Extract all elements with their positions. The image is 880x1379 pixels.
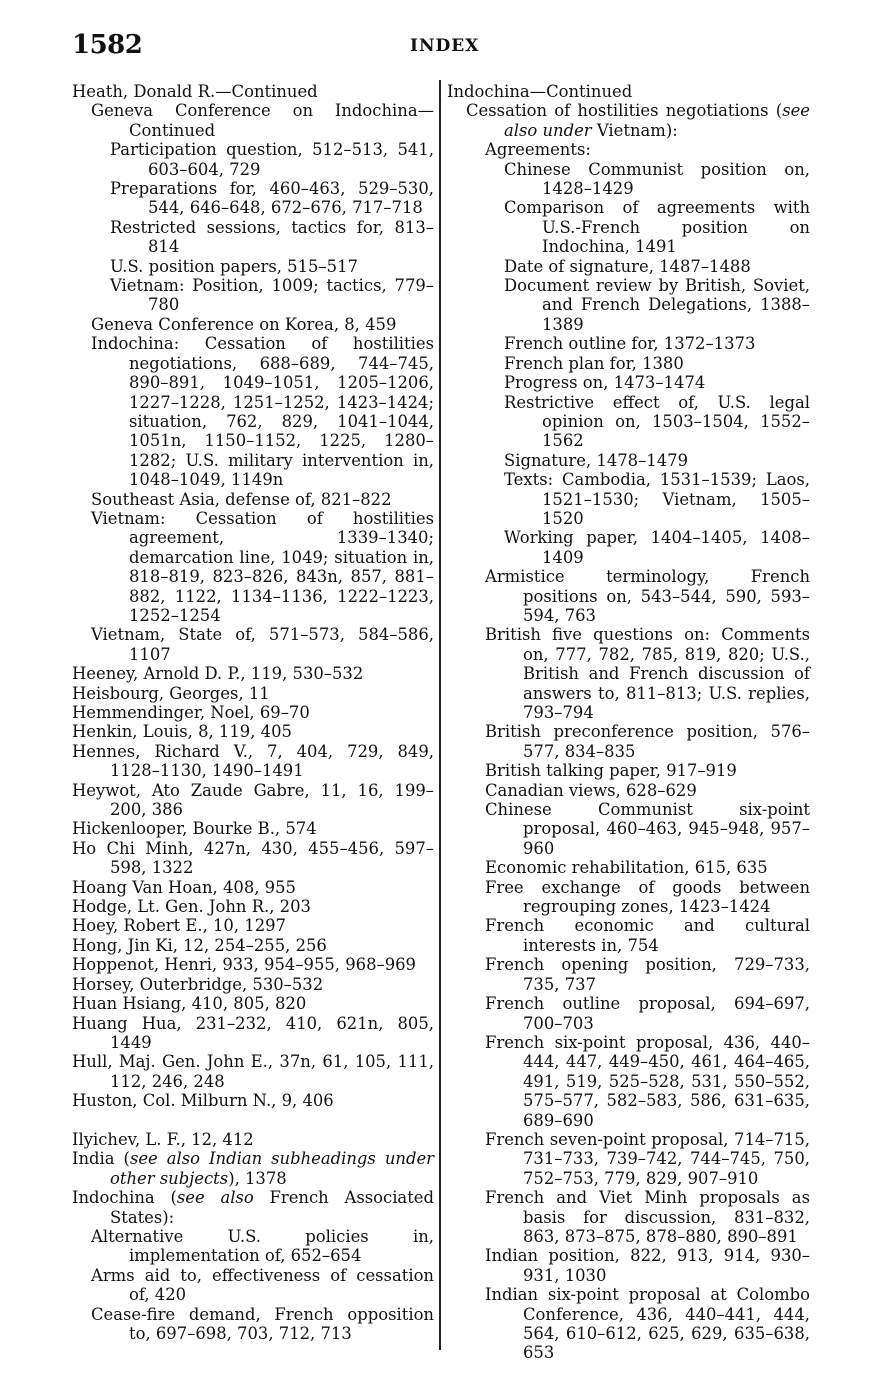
index-entry: Indian position, 822, 913, 914, 930–931, 1030: [485, 1246, 810, 1285]
index-entry: French outline proposal, 694–697, 700–703: [485, 994, 810, 1033]
index-entry: French economic and cultural interests in, 754: [485, 916, 810, 955]
index-entry: Signature, 1478–1479: [504, 450, 689, 470]
index-entry: Vietnam: Cessation of hostilities agreement, 1339–1340; demarcation line, 1049; situation in, 818–819, 823–826, 843n, 857, 881–882, 1122, 1134–1136, 1222–1223, 1252–1254: [91, 508, 434, 625]
index-entry: Comparison of agreements with U.S.-French position on Indochina, 1491: [504, 198, 810, 257]
index-entry: Henkin, Louis, 8, 119, 405: [72, 722, 292, 742]
index-entry: Southeast Asia, defense of, 821–822: [91, 489, 392, 509]
index-entry: Vietnam: Position, 1009; tactics, 779–780: [110, 276, 434, 315]
index-entry: Hong, Jin Ki, 12, 254–255, 256: [72, 935, 327, 955]
index-entry: Hemmendinger, Noel, 69–70: [72, 703, 310, 722]
index-entry: Free exchange of goods between regrouping zones, 1423–1424: [485, 877, 810, 917]
index-column-left: [72, 82, 434, 1343]
index-entry: Hoey, Robert E., 10, 1297: [72, 916, 286, 936]
index-entry: Indochina: Cessation of hostilities negotiations, 688–689, 744–745, 890–891, 1049–1051, 1205–1206, 1227–1228, 1251–1252, 1423–1424; situation, 762, 829, 1041–1044, 1051n, 1150–1152, 1225, 1280–1282; U.S. military intervention in, 1048–1049, 1149n: [91, 334, 434, 490]
index-entry: Heeney, Arnold D. P., 119, 530–532: [72, 664, 364, 684]
spacer: [72, 1111, 434, 1130]
index-entry: British five questions on: Comments on, 777, 782, 785, 819, 820; U.S., British and French discussion of answers to, 811–813; U.S. replies, 793–794: [485, 625, 810, 722]
index-entry: Huan Hsiang, 410, 805, 820: [72, 994, 307, 1014]
index-entry: French opening position, 729–733, 735, 737: [485, 955, 810, 994]
index-entry: Indian six-point proposal at Colombo Conference, 436, 440–441, 444, 564, 610–612, 625, 629, 635–638, 653: [485, 1285, 810, 1363]
index-column-right: [447, 82, 810, 1363]
index-entry: Hennes, Richard V., 7, 404, 729, 849, 1128–1130, 1490–1491: [72, 741, 434, 781]
index-entry: Geneva Conference on Korea, 8, 459: [91, 314, 397, 334]
index-entry: Huston, Col. Milburn N., 9, 406: [72, 1091, 334, 1111]
index-entry: Horsey, Outerbridge, 530–532: [72, 974, 324, 994]
index-entry: Ho Chi Minh, 427n, 430, 455–456, 597–598, 1322: [72, 838, 434, 878]
index-entry: Indochina (see also French Associated States):: [72, 1188, 434, 1227]
index-entry: French and Viet Minh proposals as basis for discussion, 831–832, 863, 873–875, 878–880, 890–891: [485, 1188, 810, 1246]
index-entry: British preconference position, 576–577, 834–835: [485, 722, 810, 761]
index-entry: Heywot, Ato Zaude Gabre, 11, 16, 199–200, 386: [72, 780, 434, 820]
index-entry: Progress on, 1473–1474: [504, 373, 706, 393]
index-entry: French six-point proposal, 436, 440–444, 447, 449–450, 461, 464–465, 491, 519, 525–528, 531, 550–552, 575–577, 582–583, 586, 631–635, 689–690: [485, 1032, 810, 1130]
index-entry: Economic rehabilitation, 615, 635: [485, 858, 768, 878]
index-entry: Alternative U.S. policies in, implementation of, 652–654: [91, 1226, 434, 1266]
index-entry: U.S. position papers, 515–517: [110, 256, 358, 276]
index-entry: Indochina—Continued: [447, 82, 633, 101]
index-entry: India (see also Indian subheadings under other subjects), 1378: [72, 1149, 434, 1188]
index-entry: Working paper, 1404–1405, 1408–1409: [504, 528, 810, 567]
index-entry: Arms aid to, effectiveness of cessation of, 420: [91, 1265, 434, 1305]
index-entry: Restricted sessions, tactics for, 813–814: [110, 217, 434, 257]
index-entry: Armistice terminology, French positions on, 543–544, 590, 593–594, 763: [485, 567, 810, 625]
index-entry: Agreements:: [485, 140, 591, 160]
index-entry: Geneva Conference on Indochina—Continued: [91, 101, 434, 140]
index-entry: French seven-point proposal, 714–715, 731–733, 739–742, 744–745, 750, 752–753, 779, 829, 907–910: [485, 1129, 810, 1188]
index-entry: Chinese Communist six-point proposal, 460–463, 945–948, 957–960: [485, 800, 810, 858]
index-entry: Hoang Van Hoan, 408, 955: [72, 877, 296, 897]
index-entry: Texts: Cambodia, 1531–1539; Laos, 1521–1530; Vietnam, 1505–1520: [504, 470, 810, 528]
index-entry: Restrictive effect of, U.S. legal opinion on, 1503–1504, 1552–1562: [504, 392, 810, 451]
page-title: INDEX: [410, 36, 480, 56]
index-entry: Cessation of hostilities negotiations (see also under Vietnam):: [466, 101, 810, 140]
index-entry: Heisbourg, Georges, 11: [72, 683, 270, 703]
index-entry: Heath, Donald R.—Continued: [72, 82, 318, 101]
index-entry: Cease-fire demand, French opposition to, 697–698, 703, 712, 713: [91, 1304, 434, 1343]
index-entry: Participation question, 512–513, 541, 603–604, 729: [110, 140, 434, 179]
index-entry: Huang Hua, 231–232, 410, 621n, 805, 1449: [72, 1013, 434, 1052]
index-entry: Preparations for, 460–463, 529–530, 544, 646–648, 672–676, 717–718: [110, 179, 434, 218]
index-entry: Hoppenot, Henri, 933, 954–955, 968–969: [72, 955, 416, 975]
index-entry: Hull, Maj. Gen. John E., 37n, 61, 105, 111, 112, 246, 248: [72, 1052, 434, 1091]
index-entry: Chinese Communist position on, 1428–1429: [504, 159, 810, 199]
page-header: [72, 30, 808, 60]
index-entry: French plan for, 1380: [504, 353, 684, 373]
page-number: 1582: [72, 30, 143, 60]
index-entry: British talking paper, 917–919: [485, 761, 737, 781]
index-entry: Vietnam, State of, 571–573, 584–586, 1107: [91, 625, 434, 664]
index-entry: Hodge, Lt. Gen. John R., 203: [72, 897, 311, 917]
index-entry: Document review by British, Soviet, and French Delegations, 1388–1389: [504, 276, 810, 334]
index-entry: Hickenlooper, Bourke B., 574: [72, 819, 317, 839]
index-entry: French outline for, 1372–1373: [504, 334, 756, 354]
index-entry: Ilyichev, L. F., 12, 412: [72, 1129, 254, 1149]
index-entry: Date of signature, 1487–1488: [504, 256, 751, 276]
column-divider: [439, 80, 441, 1350]
index-entry: Canadian views, 628–629: [485, 780, 697, 800]
